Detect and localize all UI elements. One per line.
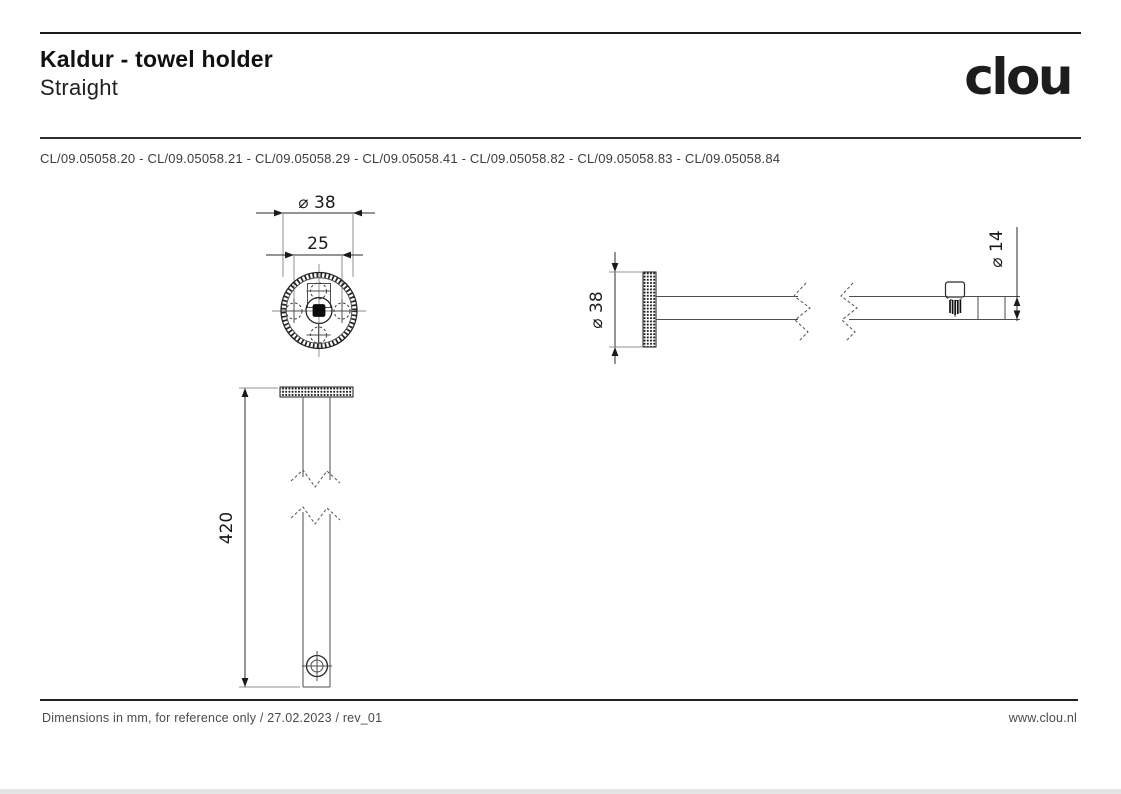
product-codes: CL/09.05058.20 - CL/09.05058.21 - CL/09.05058.29 - CL/09.05058.41 - CL/09.05058.82 - CL/09.05058.83 - CL/09.05058.84 <box>40 151 781 166</box>
page-subtitle: Straight <box>40 75 119 100</box>
break-line <box>841 283 857 341</box>
break-line <box>794 283 810 341</box>
dimension-label-plate-diameter-front: ⌀ 38 <box>298 193 336 213</box>
side-view-drawing <box>587 227 1020 364</box>
mounting-hole-left <box>282 299 306 323</box>
dimension-label-length: 420 <box>217 511 237 545</box>
towel-rod-top <box>303 397 330 687</box>
wall-plate-side <box>643 272 656 347</box>
dimension-label-rod-diameter: ⌀ 14 <box>987 230 1007 268</box>
dimension-label-plate-diameter-side: ⌀ 38 <box>587 291 607 329</box>
towel-rod-side <box>656 297 1020 320</box>
front-view-drawing <box>256 193 375 357</box>
footer-website: www.clou.nl <box>1008 711 1077 725</box>
footer-divider <box>40 699 1078 701</box>
break-line <box>291 470 340 487</box>
wall-plate-top <box>280 387 353 397</box>
bottom-edge-strip <box>0 789 1121 794</box>
end-fixing-screw <box>946 282 965 317</box>
set-screw-bottom <box>302 651 332 681</box>
dimension-label-hole-spacing: 25 <box>307 234 329 254</box>
page-title: Kaldur - towel holder <box>40 46 273 72</box>
footer-note: Dimensions in mm, for reference only / 27.02.2023 / rev_01 <box>42 711 383 725</box>
clou-logo: clou <box>964 48 1071 106</box>
break-line <box>291 507 340 524</box>
mounting-hole-top <box>307 283 331 299</box>
top-view-drawing <box>217 387 353 687</box>
